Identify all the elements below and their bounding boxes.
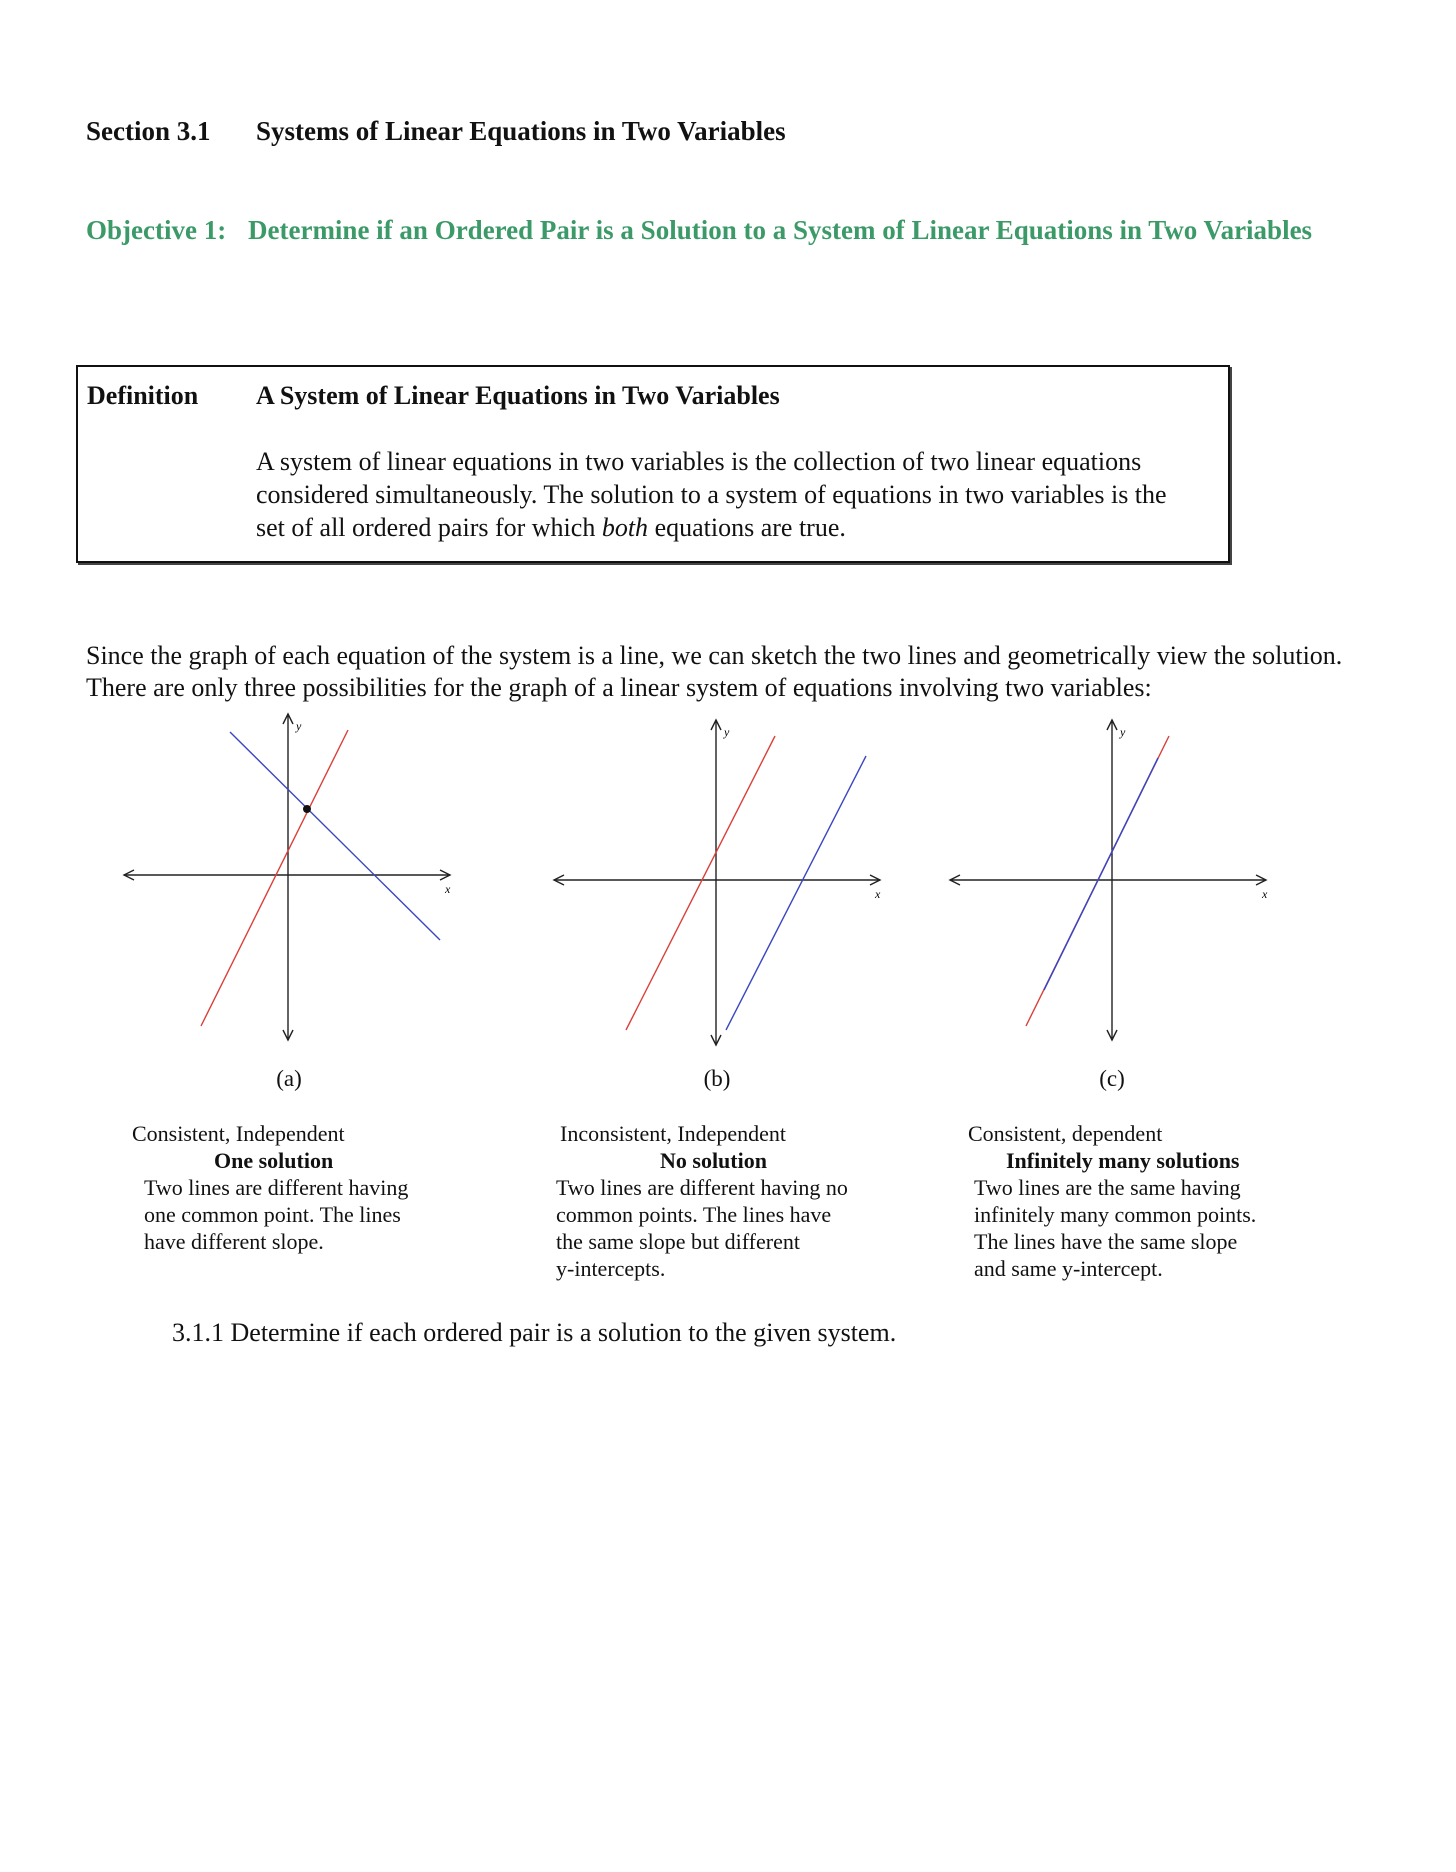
graph-b-solution: No solution — [660, 1148, 767, 1173]
graph-a-x-label: x — [445, 882, 451, 896]
definition-box — [76, 365, 1230, 563]
graph-a-caption: (a) — [276, 1066, 302, 1091]
graph-b-svg — [540, 710, 900, 1050]
definition-label: Definition — [87, 381, 199, 410]
section-heading — [86, 116, 786, 147]
definition-title: A System of Linear Equations in Two Variables — [256, 381, 780, 410]
graph-a — [110, 710, 450, 1050]
graph-c-description — [968, 1120, 1256, 1282]
graph-b-red-line — [626, 736, 775, 1030]
graph-b-classification: Inconsistent, Independent — [560, 1121, 787, 1146]
graph-b-explanation: Two lines are different having no common points. The lines have the same slope but different y-intercepts. — [556, 1175, 848, 1281]
definition-body-emphasis: both — [601, 513, 649, 542]
graph-a-y-label: y — [296, 719, 302, 733]
graph-a-svg — [110, 710, 470, 1050]
graph-c-blue-line — [1044, 758, 1158, 990]
objective-text: Determine if an Ordered Pair is a Solution to a System of Linear Equations in Two Variables — [248, 215, 1313, 245]
graph-c-solution: Infinitely many solutions — [1006, 1148, 1240, 1173]
graph-a-solution: One solution — [214, 1148, 334, 1173]
graph-a-intersection-point — [303, 805, 311, 813]
graph-c — [936, 710, 1276, 1050]
graph-a-explanation: Two lines are different having one common point. The lines have different slope. — [144, 1175, 409, 1254]
graph-b-x-label: x — [875, 887, 881, 901]
graph-a-x-axis — [124, 870, 450, 880]
graph-c-caption: (c) — [1099, 1066, 1125, 1091]
section-number: Section 3.1 — [86, 116, 211, 146]
definition-body-part1: A system of linear equations in two variables is the collection of two linear equations considered simultaneously. The solution to a system of equations in two variables is the set of all ordered pairs for which — [256, 447, 1167, 542]
definition-body — [256, 445, 1186, 544]
graph-b — [540, 710, 880, 1050]
graph-b-y-label: y — [724, 725, 730, 739]
graph-c-x-axis — [950, 875, 1266, 885]
graph-c-explanation: Two lines are the same having infinitely many common points. The lines have the same slope and same y-intercept. — [974, 1175, 1257, 1281]
objective-label: Objective 1: — [86, 215, 227, 245]
graph-b-y-axis — [711, 720, 721, 1045]
graph-a-classification: Consistent, Independent — [132, 1121, 345, 1146]
graph-c-svg — [936, 710, 1296, 1050]
graph-c-y-label: y — [1120, 725, 1126, 739]
exercise-prompt: 3.1.1 Determine if each ordered pair is a solution to the given system. — [172, 1318, 897, 1347]
graph-c-classification: Consistent, dependent — [968, 1121, 1163, 1146]
graph-b-x-axis — [554, 875, 880, 885]
section-title: Systems of Linear Equations in Two Variables — [256, 116, 786, 146]
graph-b-caption: (b) — [703, 1066, 731, 1091]
definition-body-part2: equations are true. — [648, 513, 846, 542]
graph-b-blue-line — [726, 756, 866, 1030]
graph-a-red-line — [201, 730, 348, 1026]
graph-a-description — [132, 1120, 408, 1255]
graph-b-description — [556, 1120, 848, 1282]
graph-a-blue-line — [230, 732, 440, 940]
graph-c-x-label: x — [1262, 887, 1268, 901]
intro-paragraph: Since the graph of each equation of the system is a line, we can sketch the two lines and geometrically view the solution. There are only three possibilities for the graph of a linear system of equations involving two variables: — [86, 641, 1343, 702]
graph-a-y-axis — [283, 714, 293, 1040]
